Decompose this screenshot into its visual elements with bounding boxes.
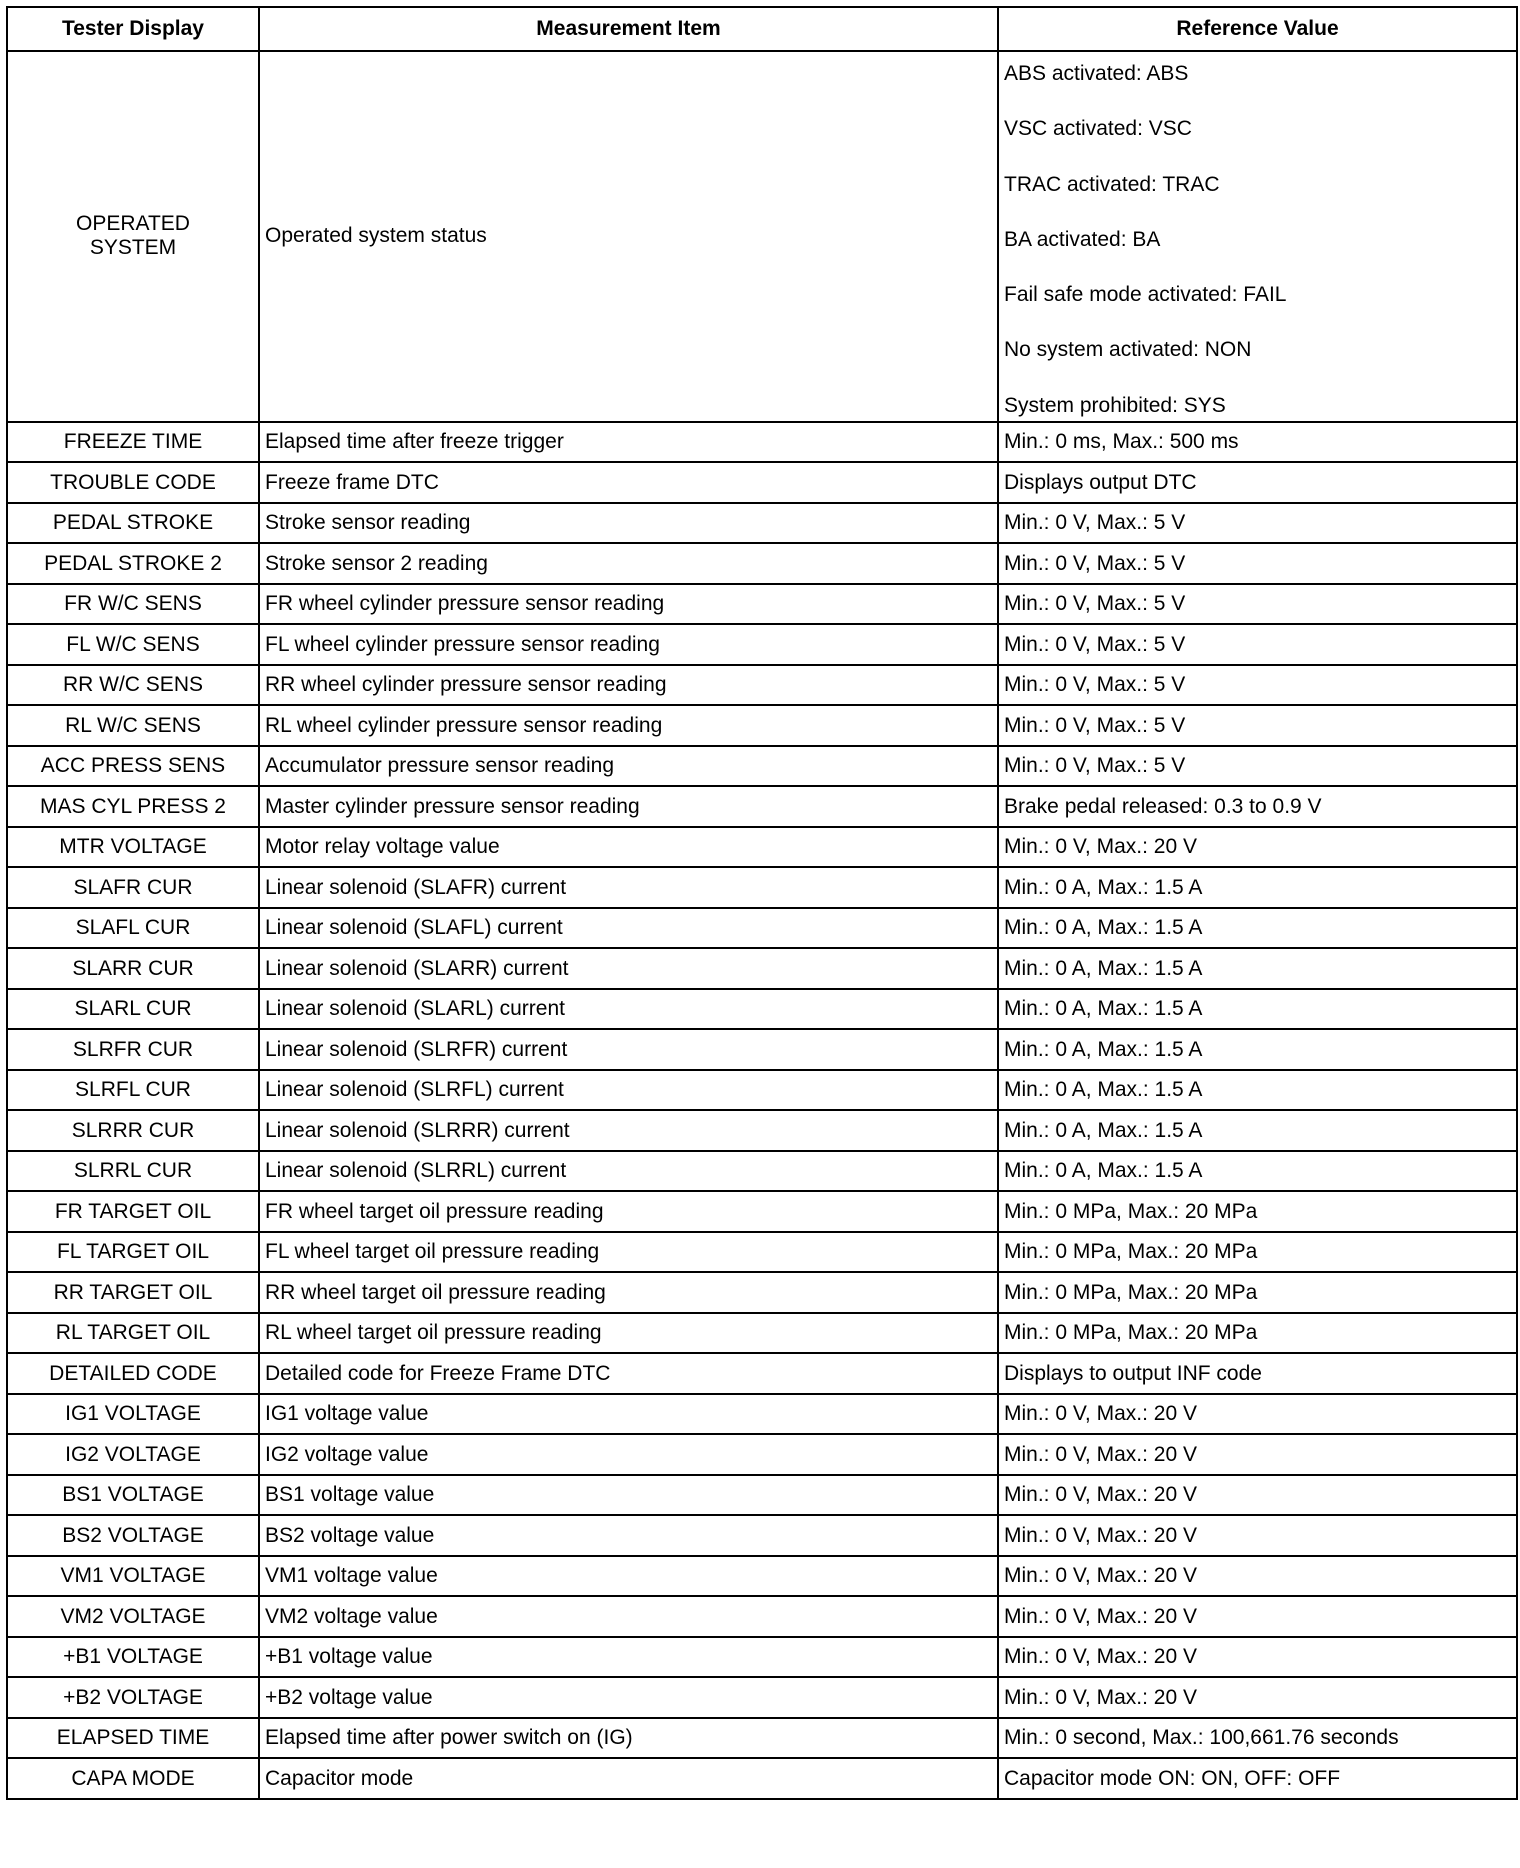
reference-value-line: ABS activated: ABS bbox=[1004, 62, 1189, 85]
table-row bbox=[7, 543, 1517, 584]
reference-value-cell: Min.: 0 V, Max.: 5 V bbox=[998, 503, 1517, 544]
reference-value-cell: Min.: 0 ms, Max.: 500 ms bbox=[998, 422, 1517, 463]
table-row bbox=[7, 1475, 1517, 1516]
measurement-item-cell: Stroke sensor reading bbox=[259, 503, 998, 544]
measurement-item-cell: RR wheel target oil pressure reading bbox=[259, 1272, 998, 1313]
table-row bbox=[7, 989, 1517, 1030]
tester-display-cell: ACC PRESS SENS bbox=[7, 746, 259, 787]
table-row bbox=[7, 503, 1517, 544]
data-list-table bbox=[6, 6, 1518, 1800]
tester-display-cell: +B1 VOLTAGE bbox=[7, 1637, 259, 1678]
header-measurement-item: Measurement Item bbox=[259, 7, 998, 51]
measurement-item-cell: RL wheel cylinder pressure sensor reading bbox=[259, 705, 998, 746]
reference-value-cell: Min.: 0 V, Max.: 20 V bbox=[998, 1515, 1517, 1556]
measurement-item-cell: Linear solenoid (SLARL) current bbox=[259, 989, 998, 1030]
tester-display-cell: RL W/C SENS bbox=[7, 705, 259, 746]
reference-value-cell: Min.: 0 V, Max.: 20 V bbox=[998, 1434, 1517, 1475]
measurement-item-cell: Elapsed time after freeze trigger bbox=[259, 422, 998, 463]
tester-display-cell: MAS CYL PRESS 2 bbox=[7, 786, 259, 827]
measurement-item-cell: Linear solenoid (SLRRL) current bbox=[259, 1151, 998, 1192]
table-header-row bbox=[7, 7, 1517, 51]
tester-display-cell: MTR VOLTAGE bbox=[7, 827, 259, 868]
table-row bbox=[7, 1110, 1517, 1151]
reference-value-cell: Min.: 0 V, Max.: 20 V bbox=[998, 1677, 1517, 1718]
table-row bbox=[7, 908, 1517, 949]
reference-value-cell: Min.: 0 V, Max.: 5 V bbox=[998, 665, 1517, 706]
measurement-item-cell: +B2 voltage value bbox=[259, 1677, 998, 1718]
reference-value-line: Fail safe mode activated: FAIL bbox=[1004, 283, 1287, 307]
tester-display-line: OPERATED bbox=[76, 212, 190, 236]
measurement-item-cell: BS1 voltage value bbox=[259, 1475, 998, 1516]
reference-value-cell: Min.: 0 A, Max.: 1.5 A bbox=[998, 1029, 1517, 1070]
reference-value-cell: Min.: 0 second, Max.: 100,661.76 seconds bbox=[998, 1718, 1517, 1759]
table-row bbox=[7, 1272, 1517, 1313]
table-row bbox=[7, 1556, 1517, 1597]
table-body bbox=[7, 51, 1517, 1799]
measurement-item-cell: VM2 voltage value bbox=[259, 1596, 998, 1637]
tester-display-cell: +B2 VOLTAGE bbox=[7, 1677, 259, 1718]
tester-display-cell: BS1 VOLTAGE bbox=[7, 1475, 259, 1516]
reference-value-cell: Min.: 0 MPa, Max.: 20 MPa bbox=[998, 1191, 1517, 1232]
table-row bbox=[7, 1758, 1517, 1799]
reference-value-cell: Min.: 0 V, Max.: 20 V bbox=[998, 1475, 1517, 1516]
tester-display-cell: RR TARGET OIL bbox=[7, 1272, 259, 1313]
measurement-item-cell: Operated system status bbox=[259, 51, 998, 422]
tester-display-cell: SLARR CUR bbox=[7, 948, 259, 989]
tester-display-cell: SLARL CUR bbox=[7, 989, 259, 1030]
tester-display-cell: FR TARGET OIL bbox=[7, 1191, 259, 1232]
reference-value-cell: Min.: 0 V, Max.: 5 V bbox=[998, 746, 1517, 787]
table-row bbox=[7, 1029, 1517, 1070]
reference-value-cell: Min.: 0 A, Max.: 1.5 A bbox=[998, 867, 1517, 908]
table-row bbox=[7, 624, 1517, 665]
measurement-item-cell: Linear solenoid (SLAFL) current bbox=[259, 908, 998, 949]
reference-value-cell: Min.: 0 V, Max.: 5 V bbox=[998, 584, 1517, 625]
measurement-item-cell: Linear solenoid (SLAFR) current bbox=[259, 867, 998, 908]
tester-display-cell: DETAILED CODE bbox=[7, 1353, 259, 1394]
tester-display-cell: VM2 VOLTAGE bbox=[7, 1596, 259, 1637]
reference-value-line: VSC activated: VSC bbox=[1004, 117, 1192, 141]
reference-value-cell: Min.: 0 MPa, Max.: 20 MPa bbox=[998, 1272, 1517, 1313]
tester-display-cell: SLRRR CUR bbox=[7, 1110, 259, 1151]
tester-display-cell: RR W/C SENS bbox=[7, 665, 259, 706]
measurement-item-cell: Stroke sensor 2 reading bbox=[259, 543, 998, 584]
tester-display-cell: FL TARGET OIL bbox=[7, 1232, 259, 1273]
measurement-item-cell: BS2 voltage value bbox=[259, 1515, 998, 1556]
table-row bbox=[7, 1434, 1517, 1475]
table-row bbox=[7, 1070, 1517, 1111]
tester-display-cell: PEDAL STROKE 2 bbox=[7, 543, 259, 584]
reference-value-cell: Min.: 0 V, Max.: 5 V bbox=[998, 624, 1517, 665]
reference-value-cell: Min.: 0 V, Max.: 5 V bbox=[998, 705, 1517, 746]
measurement-item-cell: Detailed code for Freeze Frame DTC bbox=[259, 1353, 998, 1394]
measurement-item-cell: FL wheel cylinder pressure sensor reading bbox=[259, 624, 998, 665]
measurement-item-cell: FR wheel cylinder pressure sensor reading bbox=[259, 584, 998, 625]
reference-value-cell: Min.: 0 MPa, Max.: 20 MPa bbox=[998, 1232, 1517, 1273]
tester-display-cell bbox=[7, 51, 259, 422]
table-row bbox=[7, 948, 1517, 989]
reference-value-cell: Min.: 0 A, Max.: 1.5 A bbox=[998, 1151, 1517, 1192]
tester-display-cell: VM1 VOLTAGE bbox=[7, 1556, 259, 1597]
tester-display-cell: FREEZE TIME bbox=[7, 422, 259, 463]
measurement-item-cell: +B1 voltage value bbox=[259, 1637, 998, 1678]
tester-display-cell: SLAFR CUR bbox=[7, 867, 259, 908]
measurement-item-cell: FL wheel target oil pressure reading bbox=[259, 1232, 998, 1273]
tester-display-cell: RL TARGET OIL bbox=[7, 1313, 259, 1354]
table-row bbox=[7, 1637, 1517, 1678]
measurement-item-cell: Master cylinder pressure sensor reading bbox=[259, 786, 998, 827]
table-row bbox=[7, 1232, 1517, 1273]
reference-value-cell: Displays to output INF code bbox=[998, 1353, 1517, 1394]
reference-value-cell: Min.: 0 V, Max.: 20 V bbox=[998, 1596, 1517, 1637]
reference-value-cell: Capacitor mode ON: ON, OFF: OFF bbox=[998, 1758, 1517, 1799]
measurement-item-cell: Elapsed time after power switch on (IG) bbox=[259, 1718, 998, 1759]
measurement-item-cell: Linear solenoid (SLARR) current bbox=[259, 948, 998, 989]
header-tester-display: Tester Display bbox=[7, 7, 259, 51]
table-row bbox=[7, 422, 1517, 463]
tester-display-cell: BS2 VOLTAGE bbox=[7, 1515, 259, 1556]
tester-display-cell: SLAFL CUR bbox=[7, 908, 259, 949]
tester-display-cell: ELAPSED TIME bbox=[7, 1718, 259, 1759]
tester-display-cell: IG2 VOLTAGE bbox=[7, 1434, 259, 1475]
table-row bbox=[7, 1515, 1517, 1556]
reference-value-cell: Min.: 0 V, Max.: 20 V bbox=[998, 1556, 1517, 1597]
tester-display-cell: SLRFR CUR bbox=[7, 1029, 259, 1070]
table-row bbox=[7, 1677, 1517, 1718]
table-row bbox=[7, 1313, 1517, 1354]
data-list-table-container bbox=[6, 6, 1518, 1800]
table-row bbox=[7, 786, 1517, 827]
reference-value-line: System prohibited: SYS bbox=[1004, 393, 1226, 417]
table-row bbox=[7, 827, 1517, 868]
tester-display-line: SYSTEM bbox=[89, 236, 177, 260]
reference-value-cell: Min.: 0 A, Max.: 1.5 A bbox=[998, 1110, 1517, 1151]
measurement-item-cell: IG1 voltage value bbox=[259, 1394, 998, 1435]
table-row bbox=[7, 1394, 1517, 1435]
measurement-item-cell: RR wheel cylinder pressure sensor reading bbox=[259, 665, 998, 706]
table-row bbox=[7, 1596, 1517, 1637]
table-row bbox=[7, 665, 1517, 706]
reference-value-cell: Min.: 0 A, Max.: 1.5 A bbox=[998, 948, 1517, 989]
measurement-item-cell: VM1 voltage value bbox=[259, 1556, 998, 1597]
measurement-item-cell: Accumulator pressure sensor reading bbox=[259, 746, 998, 787]
measurement-item-cell: Linear solenoid (SLRFL) current bbox=[259, 1070, 998, 1111]
reference-value-cell: Min.: 0 V, Max.: 20 V bbox=[998, 827, 1517, 868]
header-reference-value: Reference Value bbox=[998, 7, 1517, 51]
reference-value-cell: Min.: 0 A, Max.: 1.5 A bbox=[998, 908, 1517, 949]
reference-value-cell: Min.: 0 A, Max.: 1.5 A bbox=[998, 1070, 1517, 1111]
measurement-item-cell: Freeze frame DTC bbox=[259, 462, 998, 503]
tester-display-cell: CAPA MODE bbox=[7, 1758, 259, 1799]
tester-display-cell: IG1 VOLTAGE bbox=[7, 1394, 259, 1435]
tester-display-cell: TROUBLE CODE bbox=[7, 462, 259, 503]
reference-value-cell: Brake pedal released: 0.3 to 0.9 V bbox=[998, 786, 1517, 827]
table-row bbox=[7, 1191, 1517, 1232]
table-row bbox=[7, 1718, 1517, 1759]
reference-value-line: No system activated: NON bbox=[1004, 338, 1252, 362]
reference-value-cell: Displays output DTC bbox=[998, 462, 1517, 503]
table-row bbox=[7, 462, 1517, 503]
reference-value-cell: Min.: 0 V, Max.: 20 V bbox=[998, 1394, 1517, 1435]
measurement-item-cell: IG2 voltage value bbox=[259, 1434, 998, 1475]
measurement-item-cell: Linear solenoid (SLRFR) current bbox=[259, 1029, 998, 1070]
reference-value-line: BA activated: BA bbox=[1004, 227, 1161, 251]
tester-display-cell: FL W/C SENS bbox=[7, 624, 259, 665]
table-row bbox=[7, 584, 1517, 625]
measurement-item-cell: Motor relay voltage value bbox=[259, 827, 998, 868]
reference-value-cell: Min.: 0 V, Max.: 20 V bbox=[998, 1637, 1517, 1678]
tester-display-cell: FR W/C SENS bbox=[7, 584, 259, 625]
reference-value-cell bbox=[998, 51, 1517, 422]
reference-value-line: TRAC activated: TRAC bbox=[1004, 172, 1220, 196]
measurement-item-cell: RL wheel target oil pressure reading bbox=[259, 1313, 998, 1354]
tester-display-cell: SLRRL CUR bbox=[7, 1151, 259, 1192]
measurement-item-cell: Linear solenoid (SLRRR) current bbox=[259, 1110, 998, 1151]
table-row bbox=[7, 867, 1517, 908]
reference-value-cell: Min.: 0 V, Max.: 5 V bbox=[998, 543, 1517, 584]
table-row bbox=[7, 1151, 1517, 1192]
reference-value-cell: Min.: 0 MPa, Max.: 20 MPa bbox=[998, 1313, 1517, 1354]
table-row-operated-system bbox=[7, 51, 1517, 422]
table-row bbox=[7, 705, 1517, 746]
reference-value-cell: Min.: 0 A, Max.: 1.5 A bbox=[998, 989, 1517, 1030]
measurement-item-cell: FR wheel target oil pressure reading bbox=[259, 1191, 998, 1232]
table-row bbox=[7, 1353, 1517, 1394]
table-row bbox=[7, 746, 1517, 787]
measurement-item-cell: Capacitor mode bbox=[259, 1758, 998, 1799]
tester-display-cell: SLRFL CUR bbox=[7, 1070, 259, 1111]
tester-display-cell: PEDAL STROKE bbox=[7, 503, 259, 544]
